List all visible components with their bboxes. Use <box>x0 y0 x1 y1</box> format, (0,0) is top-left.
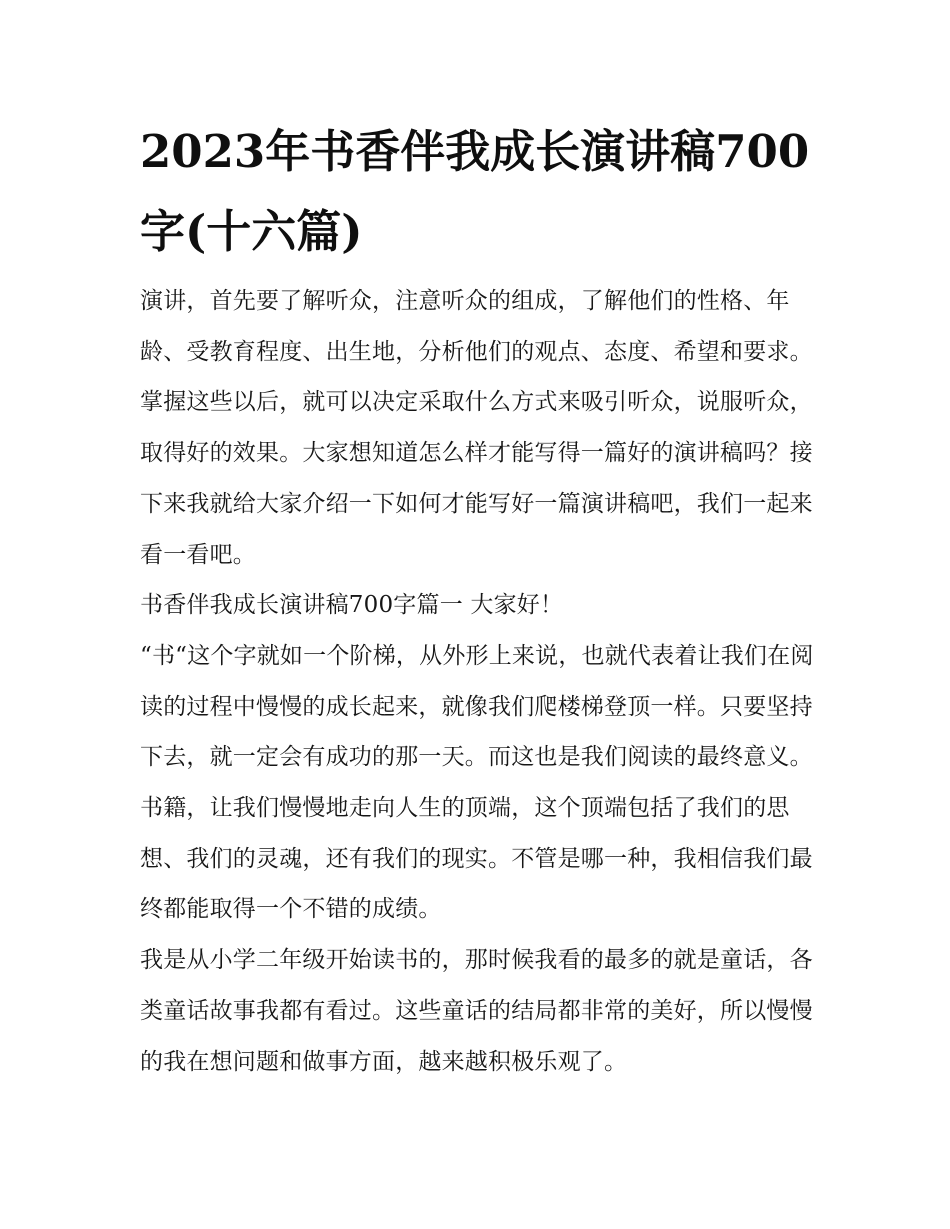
paragraph-section-heading: 书香伴我成长演讲稿700字篇一 大家好！ <box>140 592 564 619</box>
paragraph-intro: 演讲，首先要了解听众，注意听众的组成，了解他们的性格、年龄、受教育程度、出生地，分析他们的观点、态度、希望和要求。掌握这些以后，就可以决定采取什么方式来吸引听众，说服听众，取得好的效果。大家想知道怎么样才能写得一篇好的演讲稿吗？接下来我就给大家介绍一下如何才能写好一篇演讲稿吧，我们一起来看一看吧。 <box>140 288 813 568</box>
paragraph-book-ladder: “书“这个字就如一个阶梯，从外形上来说，也就代表着让我们在阅读的过程中慢慢的成长起来，就像我们爬楼梯登顶一样。只要坚持下去，就一定会有成功的那一天。而这也是我们阅读的最终意义。书籍，让我们慢慢地走向人生的顶端，这个顶端包括了我们的思想、我们的灵魂，还有我们的现实。不管是哪一种，我相信我们最终都能取得一个不错的成绩。 <box>140 642 814 923</box>
document-title: 2023年书香伴我成长演讲稿700字(十六篇) <box>140 125 810 258</box>
document-body <box>140 276 820 1087</box>
paragraph-childhood-reading: 我是从小学二年级开始读书的，那时候我看的最多的就是童话，各类童话故事我都有看过。这些童话的结局都非常的美好，所以慢慢的我在想问题和做事方面，越来越积极乐观了。 <box>140 947 813 1075</box>
